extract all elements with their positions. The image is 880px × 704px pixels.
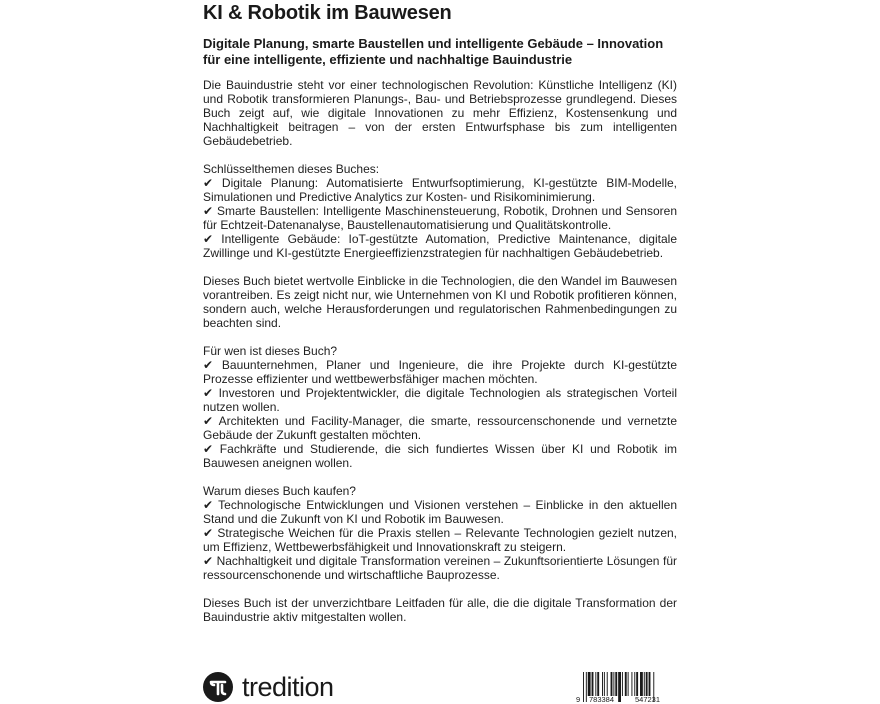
audience-item: ✔ Bauunternehmen, Planer und Ingenieure, die ihre Projekte durch KI-gestützte Prozesse effizienter und wettbewerbsfähiger machen möchten. [203,358,677,386]
barcode-bar [649,672,651,696]
barcode-bar [595,672,596,696]
back-cover [203,0,677,638]
book-title: KI & Robotik im Bauwesen [203,2,452,24]
barcode-bar [631,672,632,696]
reason-item: ✔ Nachhaltigkeit und digitale Transformation vereinen – Zukunftsorientierte Lösungen für ressourcenschonende und wirtschaftliche Bauprozesse. [203,554,677,582]
book-subtitle: Digitale Planung, smarte Baustellen und intelligente Gebäude – Innovation für eine intelligente, effiziente und nachhaltige Bauindustrie [203,36,664,67]
barcode-bar [604,672,605,696]
theme-item: ✔ Intelligente Gebäude: IoT-gestützte Automation, Predictive Maintenance, digitale Zwillinge und KI-gestützte Energieeffizienzstrategien für nachhaltigen Gebäudebetrieb. [203,232,677,260]
intro-paragraph: Die Bauindustrie steht vor einer technologischen Revolution: Künstliche Intelligenz (KI) und Robotik transformieren Planungs-, Bau- und Betriebsprozesse grundlegend. Dieses Buch zeigt auf, wie digitale Innovationen zu mehr Effizienz, Kostensenkung und Nachhaltigkeit beitragen – von der ersten Entwurfsphase bis zum intelligenten Gebäudebetrieb. [203,78,677,148]
theme-item: ✔ Digitale Planung: Automatisierte Entwurfsoptimierung, KI-gestützte BIM-Modelle, Simulationen und Predictive Analytics zur Kosten- und Risikominimierung. [203,176,677,204]
insight-paragraph: Dieses Buch bietet wertvolle Einblicke in die Technologien, die den Wandel im Bauwesen vorantreiben. Es zeigt nicht nur, wie Unternehmen von KI und Robotik profitieren können, sondern auch, welche Herausforderungen und regulatorischen Rahmenbedingungen zu beachten sind. [203,274,677,330]
reasons-heading: Warum dieses Buch kaufen? [203,484,356,498]
barcode-bar [646,672,648,696]
reason-item: ✔ Technologische Entwicklungen und Visionen verstehen – Einblicke in den aktuellen Stand und die Zukunft von KI und Robotik im Bauwesen. [203,498,677,526]
isbn-prefix: 9 [576,695,581,704]
barcode-bar [588,672,591,696]
barcode-bar [607,672,608,696]
barcode-bar [602,672,603,696]
barcode-bar [597,672,599,696]
cover-footer [203,670,677,704]
blurb [203,78,677,624]
barcode-bar [636,672,638,696]
audience-item: ✔ Fachkräfte und Studierende, die sich fundiertes Wissen über KI und Robotik im Bauwesen aneignen wollen. [203,442,677,470]
barcode-bar [586,672,587,702]
barcode-bar [640,672,643,696]
barcode-bar [625,672,627,696]
barcode-bar [628,672,629,696]
isbn-group-2: 547231 [635,695,661,704]
reasons-section [203,484,677,582]
audience-item: ✔ Investoren und Projektentwickler, die digitale Technologien als strategischen Vorteil nutzen wollen. [203,386,677,414]
barcode-bar [618,672,621,702]
publisher-logo [203,672,334,702]
audience-heading: Für wen ist dieses Buch? [203,344,338,358]
theme-item: ✔ Smarte Baustellen: Intelligente Maschinensteuerung, Robotik, Drohnen und Sensoren für Echtzeit-Datenanalyse, Baustellenautomatisierung und Qualitätskontrolle. [203,204,677,232]
isbn-barcode [575,672,677,704]
barcode-bar [644,672,645,696]
tredition-logo-icon [203,672,233,702]
isbn-group-1: 783384 [589,695,615,704]
barcode-bar [592,672,594,696]
barcode-bar [622,672,623,696]
audience-item: ✔ Architekten und Facility-Manager, die smarte, ressourcenschonende und vernetzte Gebäude der Zukunft gestalten möchten. [203,414,677,442]
themes-heading: Schlüsselthemen dieses Buches: [203,162,380,176]
barcode-bar [613,672,614,696]
barcode-bar [634,672,635,696]
publisher-name: tredition [242,672,334,702]
closing-paragraph: Dieses Buch ist der unverzichtbare Leitfaden für alle, die die digitale Transformation der Bauindustrie aktiv mitgestalten wollen. [203,596,677,624]
themes-section [203,162,677,260]
reason-item: ✔ Strategische Weichen für die Praxis stellen – Relevante Technologien gezielt nutzen, um Effizienz, Wettbewerbsfähigkeit und Innovationskraft zu steigern. [203,526,677,554]
barcode-bar [611,672,613,696]
audience-section [203,344,677,470]
barcode-bar [583,672,584,702]
barcode-bar [615,672,617,696]
